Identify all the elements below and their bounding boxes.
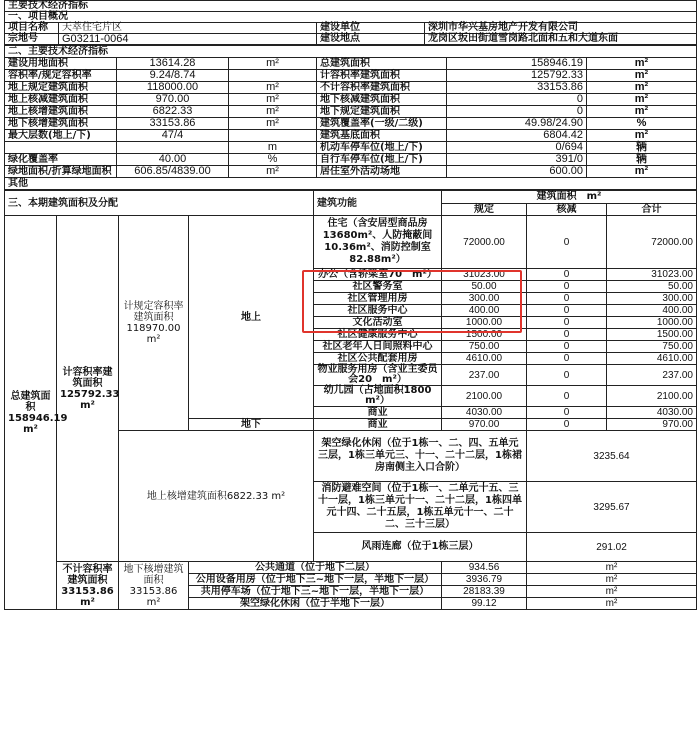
col-rule: 规定 (442, 203, 527, 216)
area-rule: 1500.00 (442, 329, 527, 341)
col-core: 核减 (527, 203, 607, 216)
indicator-unit (229, 70, 317, 82)
area-total: 4030.00 (607, 407, 697, 419)
func-residential: 住宅（含安居型商品房13680m²、人防掩蔽间10.36m²、消防控制室82.88m²） (314, 216, 442, 269)
indicator-unit: m² (229, 118, 317, 130)
indicator-unit: m² (229, 106, 317, 118)
indicator-value: 391/0 (447, 154, 587, 166)
area-core: 0 (527, 419, 607, 431)
developer: 深圳市华兴基房地产开发有限公司 (425, 23, 697, 34)
area-header: 建筑面积 m² (442, 191, 697, 204)
indicator-label: 地上核增建筑面积 (5, 106, 117, 118)
area-rule: 1000.00 (442, 317, 527, 329)
doc-title: 主要技术经济指标 (5, 1, 697, 12)
indicator-label: 机动车停车位(地上/下) (317, 142, 447, 154)
area-total: 300.00 (607, 293, 697, 305)
indicator-value: 49.98/24.90 (447, 118, 587, 130)
indicator-unit: m² (587, 166, 697, 178)
above-ground-label: 地上 (189, 216, 314, 419)
indicator-label: 不计容积率建筑面积 (317, 82, 447, 94)
indicator-value: 6822.33 (117, 106, 229, 118)
indicator-label: 建设用地面积 (5, 58, 117, 70)
area-total: 400.00 (607, 305, 697, 317)
area-total: 1500.00 (607, 329, 697, 341)
indicator-value: 9.24/8.74 (117, 70, 229, 82)
under-func: 共用停车场（位于地下三~地下一层，半地下一层） (189, 586, 442, 598)
indicator-unit: m (229, 142, 317, 154)
area-rule: 970.00 (442, 419, 527, 431)
indicator-unit: 辆 (587, 142, 697, 154)
area-total: 237.00 (607, 365, 697, 386)
func-name: 社区健康服务中心 (314, 329, 442, 341)
under-area-label: 地下核增建筑面积33153.86 m² (119, 562, 189, 610)
under-unit: m² (527, 574, 697, 586)
under-value: 3936.79 (442, 574, 527, 586)
indicator-value: 6804.42 (447, 130, 587, 142)
indicator-label: 地下核减建筑面积 (317, 94, 447, 106)
inc-value: 3295.67 (527, 482, 697, 533)
indicator-label: 最大层数(地上/下) (5, 130, 117, 142)
area-rule: 237.00 (442, 365, 527, 386)
area-total: 970.00 (607, 419, 697, 431)
indicator-value (117, 142, 229, 154)
under-value: 934.56 (442, 562, 527, 574)
indicator-value: 40.00 (117, 154, 229, 166)
area-rule: 4610.00 (442, 353, 527, 365)
under-func: 公共通道（位于地下二层） (189, 562, 442, 574)
indicator-unit (229, 130, 317, 142)
under-value: 28183.39 (442, 586, 527, 598)
under-unit: m² (527, 586, 697, 598)
fa-regulated-label: 计规定容积率建筑面积118970.00 m² (119, 216, 189, 431)
nfa-area-label: 不计容积率建筑面积33153.86 m² (57, 562, 119, 610)
area-total: 2100.00 (607, 386, 697, 407)
inc-area-label: 地上核增建筑面积6822.33 m² (119, 431, 314, 562)
indicator-label: 地下规定建筑面积 (317, 106, 447, 118)
developer-label: 建设单位 (317, 23, 425, 34)
area-table (4, 190, 697, 610)
area-core: 0 (527, 305, 607, 317)
indicator-value: 13614.28 (117, 58, 229, 70)
area-core: 0 (527, 365, 607, 386)
indicator-label: 地上核减建筑面积 (5, 94, 117, 106)
fa-area-label: 计容积率建筑面积125792.33 m² (57, 216, 119, 562)
indicator-value: 0/694 (447, 142, 587, 154)
below-ground-label: 地下 (189, 419, 314, 431)
area-total: 50.00 (607, 281, 697, 293)
area-core: 0 (527, 293, 607, 305)
indicator-label: 绿地面积/折算绿地面积 (5, 166, 117, 178)
inc-func: 架空绿化休闲（位于1栋一、二、四、五单元三层，1栋三单元三、十一、二十二层，1栋裙房南侧主入口合阶） (314, 431, 527, 482)
location-label: 建设地点 (317, 34, 425, 45)
indicator-label: 容积率/规定容积率 (5, 70, 117, 82)
indicator-label: 地上规定建筑面积 (5, 82, 117, 94)
indicator-unit: m² (229, 58, 317, 70)
indicator-unit: m² (587, 106, 697, 118)
area-core: 0 (527, 269, 607, 281)
func-name: 社区管理用房 (314, 293, 442, 305)
area-rule: 72000.00 (442, 216, 527, 269)
indicator-label: 建筑覆盖率(一级/二级) (317, 118, 447, 130)
indicator-label: 居住室外活动场地 (317, 166, 447, 178)
indicator-unit: m² (229, 166, 317, 178)
other-note: 其他 (5, 178, 697, 190)
func-name: 商业 (314, 407, 442, 419)
func-name: 文化活动室 (314, 317, 442, 329)
area-rule: 4030.00 (442, 407, 527, 419)
indicator-value: 33153.86 (447, 82, 587, 94)
func-name: 社区警务室 (314, 281, 442, 293)
indicator-label: 自行车停车位(地上/下) (317, 154, 447, 166)
indicator-unit: m² (587, 82, 697, 94)
area-total: 4610.00 (607, 353, 697, 365)
indicator-label: 绿化覆盖率 (5, 154, 117, 166)
indicator-unit: m² (587, 94, 697, 106)
indicator-value: 125792.33 (447, 70, 587, 82)
under-unit: m² (527, 598, 697, 610)
inc-func: 消防避难空间（位于1栋一、二单元十五、三十一层，1栋三单元十一、二十二层，1栋四单元十四、二十五层，1栋五单元十一、二十二、三十三层） (314, 482, 527, 533)
indicator-unit: % (587, 118, 697, 130)
area-total: 750.00 (607, 341, 697, 353)
func-header: 建筑功能 (314, 191, 442, 216)
indicator-label (5, 142, 117, 154)
area-core: 0 (527, 353, 607, 365)
plot-label: 宗地号 (5, 34, 59, 45)
indicator-unit: m² (587, 70, 697, 82)
func-name: 社区老年人日间照料中心 (314, 341, 442, 353)
area-total: 72000.00 (607, 216, 697, 269)
under-value: 99.12 (442, 598, 527, 610)
area-total: 31023.00 (607, 269, 697, 281)
project-name-label: 项目名称 (5, 23, 59, 34)
func-name: 商业 (314, 419, 442, 431)
indicator-unit: % (229, 154, 317, 166)
func-name: 社区服务中心 (314, 305, 442, 317)
area-rule: 750.00 (442, 341, 527, 353)
indicator-label: 计容积率建筑面积 (317, 70, 447, 82)
indicator-value: 118000.00 (117, 82, 229, 94)
inc-value: 3235.64 (527, 431, 697, 482)
indicator-value: 606.85/4839.00 (117, 166, 229, 178)
func-name: 幼儿园（占地面积1800 m²） (314, 386, 442, 407)
area-core: 0 (527, 281, 607, 293)
indicator-value: 600.00 (447, 166, 587, 178)
indicator-value: 0 (447, 106, 587, 118)
indicator-value: 33153.86 (117, 118, 229, 130)
area-core: 0 (527, 341, 607, 353)
under-func: 公用设备用房（位于地下三~地下一层，半地下一层） (189, 574, 442, 586)
area-rule: 31023.00 (442, 269, 527, 281)
indicator-unit: m² (587, 58, 697, 70)
indicator-unit: 辆 (587, 154, 697, 166)
indicator-label: 总建筑面积 (317, 58, 447, 70)
location: 龙岗区坂田街道雪岗路北面和五和大道东面 (425, 34, 697, 45)
inc-func: 风雨连廊（位于1栋三层） (314, 533, 527, 562)
indicator-label: 建筑基底面积 (317, 130, 447, 142)
indicator-value: 47/4 (117, 130, 229, 142)
total-area-label: 总建筑面积158946.19 m² (5, 216, 57, 610)
func-name: 社区公共配套用房 (314, 353, 442, 365)
col-total: 合计 (607, 203, 697, 216)
area-core: 0 (527, 216, 607, 269)
indicator-value: 970.00 (117, 94, 229, 106)
area-total: 1000.00 (607, 317, 697, 329)
area-rule: 300.00 (442, 293, 527, 305)
area-core: 0 (527, 407, 607, 419)
indicator-table (4, 45, 697, 190)
section-1-head: 一、项目概况 (5, 12, 697, 23)
area-core: 0 (527, 386, 607, 407)
section-3-head: 三、本期建筑面积及分配 (5, 191, 314, 216)
func-name: 物业服务用房（含业主委员会20 m²） (314, 365, 442, 386)
section-2-head: 二、主要技术经济指标 (5, 46, 697, 58)
plot-number: G03211-0064 (59, 34, 317, 45)
indicator-unit: m² (229, 82, 317, 94)
indicator-unit: m² (229, 94, 317, 106)
indicator-unit: m² (587, 130, 697, 142)
project-name: 天萃住宅片区 (59, 23, 317, 34)
area-rule: 50.00 (442, 281, 527, 293)
overview-table (4, 0, 697, 45)
area-core: 0 (527, 317, 607, 329)
area-rule: 400.00 (442, 305, 527, 317)
area-rule: 2100.00 (442, 386, 527, 407)
func-name: 办公（含轿梁室70 m²） (314, 269, 442, 281)
area-core: 0 (527, 329, 607, 341)
indicator-value: 158946.19 (447, 58, 587, 70)
indicator-label: 地下核增建筑面积 (5, 118, 117, 130)
indicator-value: 0 (447, 94, 587, 106)
under-unit: m² (527, 562, 697, 574)
under-func: 架空绿化休闲（位于半地下一层） (189, 598, 442, 610)
inc-value: 291.02 (527, 533, 697, 562)
